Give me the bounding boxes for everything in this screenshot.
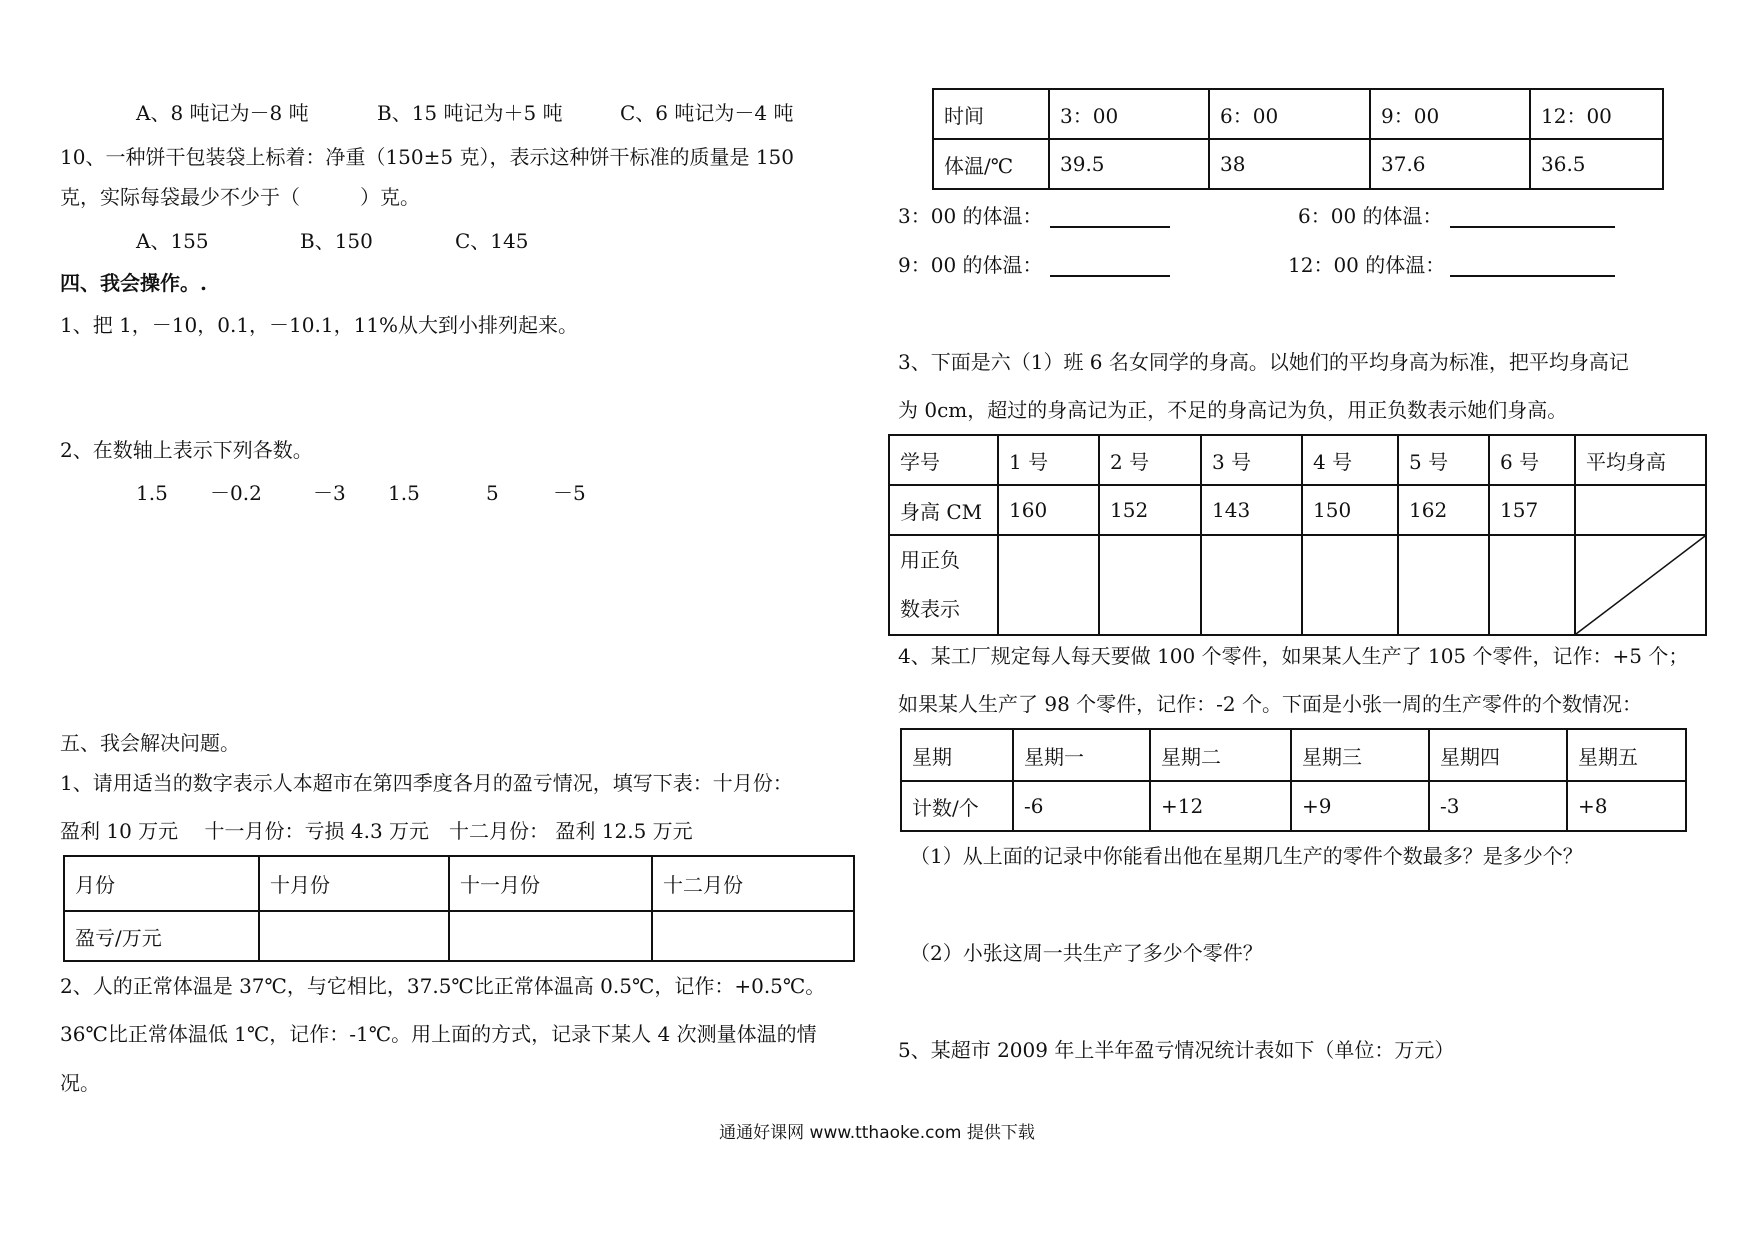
signed-cell-2[interactable] bbox=[1099, 535, 1201, 635]
temp-blank-1[interactable] bbox=[1050, 226, 1170, 228]
profit-header-oct: 十月份 bbox=[259, 856, 449, 911]
signed-label-1: 用正负 bbox=[900, 548, 960, 572]
signed-cell-3[interactable] bbox=[1201, 535, 1302, 635]
parts-day-wed: 星期三 bbox=[1291, 729, 1429, 781]
signed-cell-crossed bbox=[1575, 535, 1706, 635]
q5-line: 5、某超市 2009 年上半年盈亏情况统计表如下（单位：万元） bbox=[898, 1038, 1455, 1062]
q9-option-b: B、15 吨记为＋5 吨 bbox=[377, 101, 563, 125]
number-6: －5 bbox=[553, 481, 586, 505]
height-header-4: 4 号 bbox=[1302, 435, 1398, 485]
q3-line-2: 为 0cm，超过的身高记为正，不足的身高记为负，用正负数表示她们身高。 bbox=[898, 398, 1568, 422]
height-value-2: 152 bbox=[1099, 485, 1201, 535]
profit-cell-oct[interactable] bbox=[259, 911, 449, 961]
temp-value-2: 38 bbox=[1209, 139, 1370, 189]
footer-credit: 通通好课网 www.tthaoke.com 提供下载 bbox=[719, 1123, 1035, 1143]
temp-blank-label-4: 12：00 的体温： bbox=[1288, 253, 1446, 277]
number-2: －0.2 bbox=[210, 481, 262, 505]
section-5-title: 五、我会解决问题。 bbox=[60, 731, 240, 755]
q10-option-a: A、155 bbox=[136, 229, 209, 253]
parts-count-mon: -6 bbox=[1013, 781, 1150, 831]
signed-cell-1[interactable] bbox=[998, 535, 1099, 635]
number-1: 1.5 bbox=[136, 481, 168, 505]
section-5-q2-line-1: 2、人的正常体温是 37℃，与它相比，37.5℃比正常体温高 0.5℃，记作：+0.5℃。 bbox=[60, 974, 826, 998]
temp-header-time: 时间 bbox=[933, 89, 1049, 139]
temp-blank-4[interactable] bbox=[1450, 275, 1615, 277]
section-4-q1: 1、把 1，－10，0.1，－10.1，11%从大到小排列起来。 bbox=[60, 313, 579, 337]
number-4: 1.5 bbox=[388, 481, 420, 505]
profit-header-dec: 十二月份 bbox=[652, 856, 854, 911]
temp-header-value: 体温/℃ bbox=[933, 139, 1049, 189]
parts-count-thu: -3 bbox=[1429, 781, 1567, 831]
signed-row-label bbox=[889, 535, 998, 635]
parts-header-count: 计数/个 bbox=[901, 781, 1013, 831]
signed-cell-6[interactable] bbox=[1489, 535, 1575, 635]
temp-time-4: 12：00 bbox=[1530, 89, 1663, 139]
profit-cell-nov[interactable] bbox=[449, 911, 652, 961]
parts-count-tue: +12 bbox=[1150, 781, 1291, 831]
temp-time-2: 6：00 bbox=[1209, 89, 1370, 139]
section-4-q2: 2、在数轴上表示下列各数。 bbox=[60, 438, 313, 462]
temp-value-4: 36.5 bbox=[1530, 139, 1663, 189]
temp-time-3: 9：00 bbox=[1370, 89, 1530, 139]
temp-blank-label-3: 9：00 的体温： bbox=[898, 253, 1043, 277]
height-value-6: 157 bbox=[1489, 485, 1575, 535]
number-5: 5 bbox=[486, 481, 499, 505]
q4-line-1: 4、某工厂规定每人每天要做 100 个零件，如果某人生产了 105 个零件，记作：+5 个； bbox=[898, 644, 1689, 668]
height-row-label: 身高 CM bbox=[889, 485, 998, 535]
signed-label-2: 数表示 bbox=[900, 597, 960, 621]
height-value-3: 143 bbox=[1201, 485, 1302, 535]
height-value-1: 160 bbox=[998, 485, 1099, 535]
parts-day-mon: 星期一 bbox=[1013, 729, 1150, 781]
height-header-id: 学号 bbox=[889, 435, 998, 485]
profit-table bbox=[63, 855, 855, 962]
section-4-title: 四、我会操作。. bbox=[60, 271, 207, 295]
parts-count-fri: +8 bbox=[1567, 781, 1686, 831]
parts-table bbox=[900, 728, 1687, 832]
temp-value-3: 37.6 bbox=[1370, 139, 1530, 189]
temp-blank-2[interactable] bbox=[1450, 226, 1615, 228]
q10-option-b: B、150 bbox=[300, 229, 373, 253]
signed-cell-5[interactable] bbox=[1398, 535, 1489, 635]
q4-line-2: 如果某人生产了 98 个零件，记作：-2 个。下面是小张一周的生产零件的个数情况： bbox=[898, 692, 1643, 716]
profit-header-month: 月份 bbox=[64, 856, 259, 911]
temp-blank-3[interactable] bbox=[1050, 275, 1170, 277]
parts-header-day: 星期 bbox=[901, 729, 1013, 781]
parts-day-thu: 星期四 bbox=[1429, 729, 1567, 781]
section-5-q1-line-2: 盈利 10 万元 十一月份：亏损 4.3 万元 十二月份： 盈利 12.5 万元 bbox=[60, 819, 693, 843]
height-header-5: 5 号 bbox=[1398, 435, 1489, 485]
q3-line-1: 3、下面是六（1）班 6 名女同学的身高。以她们的平均身高为标准，把平均身高记 bbox=[898, 350, 1629, 374]
height-header-6: 6 号 bbox=[1489, 435, 1575, 485]
section-5-q1-line-1: 1、请用适当的数字表示人本超市在第四季度各月的盈亏情况，填写下表：十月份： bbox=[60, 771, 793, 795]
profit-row-label: 盈亏/万元 bbox=[64, 911, 259, 961]
temperature-table bbox=[932, 88, 1664, 190]
q4-sub-2: （2）小张这周一共生产了多少个零件？ bbox=[910, 941, 1263, 965]
height-header-3: 3 号 bbox=[1201, 435, 1302, 485]
q10-option-c: C、145 bbox=[455, 229, 529, 253]
height-value-5: 162 bbox=[1398, 485, 1489, 535]
q10-line-1: 10、一种饼干包装袋上标着：净重（150±5 克），表示这种饼干标准的质量是 150 bbox=[60, 145, 794, 169]
temp-time-1: 3：00 bbox=[1049, 89, 1209, 139]
height-header-average: 平均身高 bbox=[1575, 435, 1706, 485]
temp-blank-label-2: 6：00 的体温： bbox=[1298, 204, 1443, 228]
height-average-cell[interactable] bbox=[1575, 485, 1706, 535]
profit-cell-dec[interactable] bbox=[652, 911, 854, 961]
section-5-q2-line-2: 36℃比正常体温低 1℃，记作：-1℃。用上面的方式，记录下某人 4 次测量体温的情 bbox=[60, 1022, 817, 1046]
temp-value-1: 39.5 bbox=[1049, 139, 1209, 189]
parts-day-tue: 星期二 bbox=[1150, 729, 1291, 781]
q4-sub-1: （1）从上面的记录中你能看出他在星期几生产的零件个数最多？是多少个？ bbox=[910, 844, 1583, 868]
height-header-2: 2 号 bbox=[1099, 435, 1201, 485]
section-5-q2-line-3: 况。 bbox=[60, 1071, 100, 1095]
q9-option-c: C、6 吨记为－4 吨 bbox=[620, 101, 794, 125]
q10-line-2: 克，实际每袋最少不少于（ ）克。 bbox=[60, 185, 420, 209]
diagonal-line bbox=[1576, 536, 1705, 634]
height-table bbox=[888, 434, 1707, 636]
q9-option-a: A、8 吨记为－8 吨 bbox=[136, 101, 309, 125]
temp-blank-label-1: 3：00 的体温： bbox=[898, 204, 1043, 228]
parts-count-wed: +9 bbox=[1291, 781, 1429, 831]
number-3: －3 bbox=[313, 481, 346, 505]
height-header-1: 1 号 bbox=[998, 435, 1099, 485]
profit-header-nov: 十一月份 bbox=[449, 856, 652, 911]
height-value-4: 150 bbox=[1302, 485, 1398, 535]
parts-day-fri: 星期五 bbox=[1567, 729, 1686, 781]
signed-cell-4[interactable] bbox=[1302, 535, 1398, 635]
